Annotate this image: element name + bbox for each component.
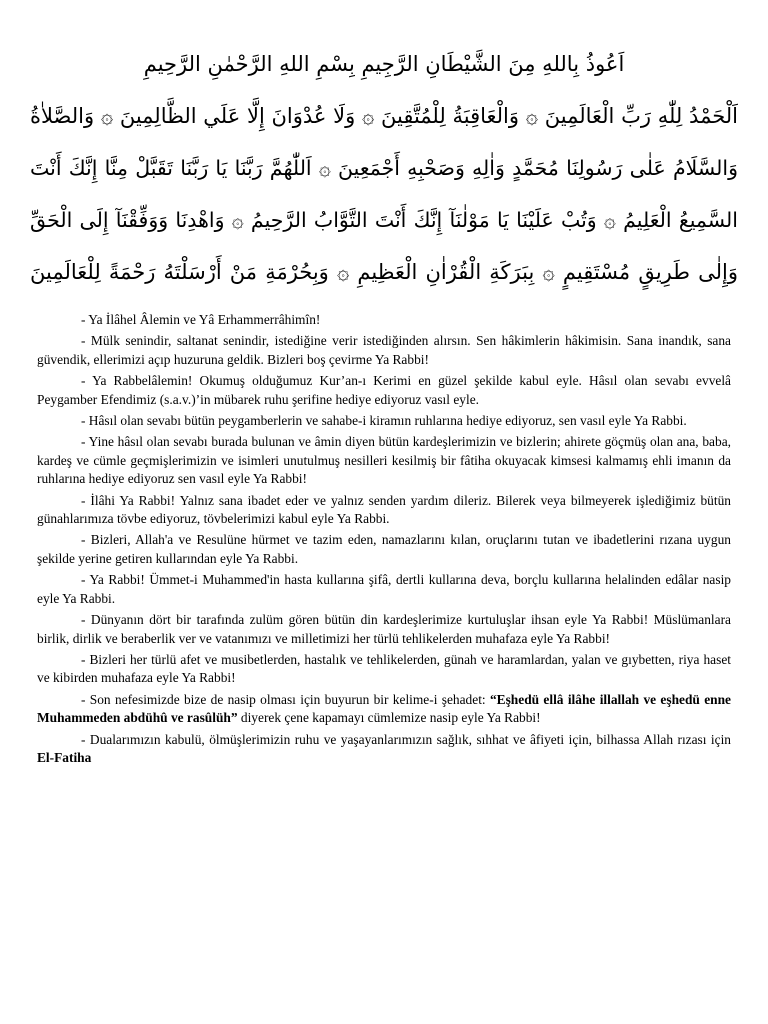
arabic-line: وَالسَّلَامُ عَلٰى رَسُولِنَا مُحَمَّدٍ وَاٰلِهِ وَصَحْبِهِ أَجْمَعِينَ ۞ اَللّٰهُمَّ رَبَّنَا يَا رَبَّنَا تَقَبَّلْ مِنَّا إِنَّكَ أَنْتَ <box>30 156 738 180</box>
fatiha-text: El-Fatiha <box>37 749 92 765</box>
shahada-text: “Eşhedü ellâ ilâhe illallah ve eşhedü enne Muhammeden abdühû ve rasûlüh” <box>37 691 731 726</box>
paragraph-text: - Dualarımızın kabulü, ölmüşlerimizin ruhu ve yaşayanlarımızın sağlık, sıhhat ve âfiyeti için, bilhassa Allah rızası için <box>81 731 731 747</box>
prayer-paragraph: - Ya Rabbi! Ümmet-i Muhammed'in hasta kullarına şifâ, dertli kullarına deva, borçlu kullarına helalinden edâlar nasip eyle Ya Rabbi. <box>37 572 731 606</box>
paragraph-text: - Son nefesimizde bize de nasip olması için buyurun bir kelime-i şehadet: <box>81 691 490 707</box>
arabic-line: اَلْحَمْدُ لِلّٰهِ رَبِّ الْعَالَمِينَ ۞ وَالْعَاقِبَةُ لِلْمُتَّقِينَ ۞ وَلَا عُدْوَانَ إِلَّا عَلَي الظَّالِمِينَ ۞ وَالصَّلاٰةُ <box>30 104 738 128</box>
prayer-paragraph: - İlâhi Ya Rabbi! Yalnız sana ibadet eder ve yalnız senden yardım dileriz. Bilerek veya bilmeyerek işlediğimiz bütün günahlarımıza tövbe ediyoruz, tövbelerimizi kabul eyle Ya Rabbi. <box>37 492 731 527</box>
turkish-prayer-block <box>37 311 731 770</box>
prayer-paragraph: - Hâsıl olan sevabı bütün peygamberlerin ve sahabe-i kiramın ruhlarına hediye ediyoruz, sen vasıl eyle Ya Rabbi. <box>81 413 687 429</box>
fatiha-paragraph <box>37 731 731 768</box>
prayer-paragraph: - Yine hâsıl olan sevabı burada bulunan ve âmin diyen bütün kardeşlerimizin ve bizlerin; ahirete göçmüş olan ana, baba, kardeş ve cümle geçmişlerimizin ve isimleri unutulmuş nesilleri kesilmiş bir fâtiha okuyacak kimsesi kalmamış ehli imanın da ruhlarına hediye ediyoruz sen vasıl eyle Ya Rabbi! <box>37 434 731 487</box>
shahada-paragraph <box>37 691 731 728</box>
arabic-line: وَإِلٰى طَرِيقٍ مُسْتَقِيمٍ ۞ بِبَرَكَةِ الْقُرْاٰنِ الْعَظِيمِ ۞ وَبِحُرْمَةِ مَنْ أَرْسَلْتَهُ رَحْمَةً لِلْعَالَمِينَ <box>30 260 738 284</box>
arabic-line: اَعُوذُ بِاللهِ مِنَ الشَّيْطَانِ الرَّجِيمِ بِسْمِ اللهِ الرَّحْمٰنِ الرَّحِيمِ <box>143 52 625 76</box>
prayer-paragraph: - Ya İlâhel Âlemin ve Yâ Erhammerrâhimîn! <box>81 312 321 327</box>
prayer-paragraph: - Mülk senindir, saltanat senindir, istediğine verir istediğinden alırsın. Sen hâkimlerin hâkimisin. Sana inandık, sana güvendik, ellerimizi açıp huzuruna geldik. Bizleri boş çevirme Ya Rabbi! <box>37 333 731 367</box>
prayer-paragraph: - Bizleri, Allah'a ve Resulüne hürmet ve tazim eden, namazlarını kılan, oruçlarını tutan ve ibadetlerini rızana uygun şekilde yerine getiren kullarından eyle Ya Rabbi. <box>37 532 731 566</box>
paragraph-text: diyerek çene kapamayı cümlemize nasip eyle Ya Rabbi! <box>237 710 541 726</box>
arabic-line: السَّمِيعُ الْعَلِيمُ ۞ وَتُبْ عَلَيْنَا يَا مَوْلٰنَآ إِنَّكَ أَنْتَ التَّوَّابُ الرَّحِيمُ ۞ وَاهْدِنَا وَوَفِّقْنَآ إِلَى الْحَقِّ <box>30 208 738 232</box>
prayer-paragraph: - Ya Rabbelâlemin! Okumuş olduğumuz Kur’an-ı Kerimi en güzel şekilde kabul eyle. Hâsıl olan sevabı evvelâ Peygamber Efendimiz (s.a.v.)’in mübarek ruhu şerifine hediye ediyoruz vasıl eyle. <box>37 373 731 407</box>
arabic-prayer-block <box>30 38 738 298</box>
prayer-paragraph: - Bizleri her türlü afet ve musibetlerden, hastalık ve tehlikelerden, günah ve haramlardan, yalan ve gıybetten, riya haset ve kibirden muhafaza eyle Ya Rabbi! <box>37 651 731 686</box>
prayer-paragraph: - Dünyanın dört bir tarafında zulüm gören bütün din kardeşlerimize kurtuluşlar ihsan eyle Ya Rabbi! Müslümanlara birlik, dirlik ve beraberlik ver ve vatanımızı ve milletimizi her türlü tehlikelerden muhafaza eyle Ya Rabbi! <box>37 612 731 646</box>
